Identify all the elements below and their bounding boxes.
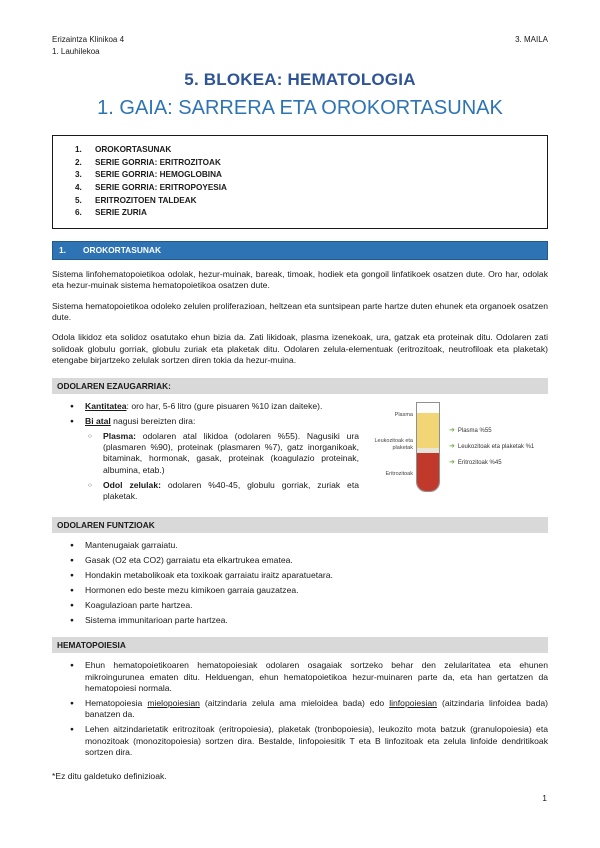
term-underlined: Bi atal [85,415,111,426]
list-item [52,540,548,551]
toc-item [75,182,537,195]
bullet-icon: ● [70,417,74,425]
annotation-row [449,427,548,434]
text-segment: (aitzindaria linfoidea bada) banatzen da. [85,697,548,720]
bullet-icon: ● [70,616,74,624]
list-item [52,401,359,412]
text-segment: odolaren %40-45, globulu gorriak, zuriak eta plaketak. [103,479,359,502]
subsection-heading-funtzioak: ODOLAREN FUNTZIOAK [52,517,548,533]
list-item-text: Lehen aitzindarietatik eritrozitoak (eritropoiesia), plaketak (tronbopoiesia), leukozito mota batzuk (granulopoiesia) eta monozitoak (monozitopoiesia) sortzen dira. Bestalde, linfopoiesitik T eta B linfozitoak eta zelula linfoide dendritikoak sortzen dira. [85,724,548,758]
list-item-text [103,480,359,503]
tube-label-buffy: Leukozitoak eta plaketak [374,438,413,451]
semester-label: 1. Lauhilekoa [52,46,100,56]
term-bold: Odol zelulak: [103,479,161,490]
toc-number: 4. [75,182,82,192]
list-item [52,724,548,758]
toc-label: SERIE GORRIA: HEMOGLOBINA [95,170,222,180]
term-underlined: mielopoiesian [147,697,200,708]
toc-box [52,135,548,229]
list-item [52,431,359,477]
tube-air-layer [417,403,439,414]
toc-item [75,144,537,157]
footnote: *Ez ditu galdetuko definizioak. [52,771,167,782]
toc-label: OROKORTASUNAK [95,145,172,155]
tube-layer-labels [363,402,416,490]
list-item-text [103,431,359,477]
circle-bullet-icon: ○ [88,481,92,489]
toc-label: SERIE GORRIA: ERITROZITOAK [95,157,221,167]
list-item-text: Mantenugaiak garraiatu. [85,540,178,551]
annotation-text: Eritrozitoak %45 [457,459,502,466]
bullet-icon: ● [70,699,74,707]
toc-number: 5. [75,195,82,205]
list-item-text [85,401,359,412]
toc-number: 1. [75,145,82,155]
list-item [52,480,359,503]
list-item [52,600,548,611]
blood-tube-figure [359,394,548,506]
paragraph: Sistema hematopoietikoa odoleko zelulen proliferazioan, heltzean eta suntsipean parte hartze duten ehunek eta organoek osatzen dute. [52,300,548,323]
term-underlined: Kantitatea [85,400,127,411]
paragraph: Odola likidoz eta solidoz osatutako ehun bizia da. Zati likidoak, plasma izenekoak, ura, gatzak eta proteinak ditu. Odolaren zati solidoak globulu gorriak, globulu zuriak eta plaketak ditu. Odolaren zelula-elementuak (eritrozitoak, neutrofiloak eta plaketak) etengabe birjartzeko zelulak sortzen diren tokia da hezur-muina. [52,332,548,366]
list-item-text: Hormonen edo beste mezu kimikoen garraia gauzatzea. [85,584,299,595]
figure-content [363,402,548,492]
list-item [52,615,548,626]
toc-label: ERITROZITOEN TALDEAK [95,195,197,205]
toc-item [75,169,537,182]
section-heading-orokortasunak [52,241,548,260]
list-item-text: Gasak (O2 eta CO2) garraiatu eta elkartrukea ematea. [85,555,293,565]
list-item-text [85,416,359,427]
subsection-heading-hematopoiesia: HEMATOPOIESIA [52,637,548,653]
term-underlined: linfopoiesian [389,697,437,708]
toc-label: SERIE GORRIA: ERITROPOYESIA [95,182,227,192]
list-item [52,585,548,596]
text-segment: (aitzindaria zelula ama mieloidea bada) edo [199,697,390,708]
tube-erythrocyte-layer [417,453,439,491]
section-title: OROKORTASUNAK [83,245,162,256]
tube-plasma-layer [417,413,439,448]
block-title: 5. BLOKEA: HEMATOLOGIA [184,70,416,90]
chapter-title: 1. GAIA: SARRERA ETA OROKORTASUNAK [97,97,503,120]
annotation-text: Leukozitoak eta plaketak %1 [457,443,535,450]
ezaugarriak-section [52,394,548,506]
figure-annotations [440,402,548,492]
toc-number: 3. [75,170,82,180]
course-name: Erizaintza Klinikoa 4 [52,35,125,44]
list-item-text: Hondakin metabolikoak eta toxikoak garraiatu iraitz aparatuetara. [85,569,333,580]
text-segment: Hematopoiesia [85,697,148,708]
list-item [52,416,359,427]
toc-number: 6. [75,208,82,218]
bullet-icon: ● [70,586,74,594]
ezaugarriak-list [52,401,359,506]
annotation-text: Plasma %55 [457,427,492,434]
subsection-heading-ezaugarriak: ODOLAREN EZAUGARRIAK: [52,378,548,394]
bullet-icon: ● [70,402,74,410]
section-number: 1. [59,245,66,256]
text-segment: nagusi bereizten dira: [110,415,196,426]
list-item [52,570,548,581]
toc-number: 2. [75,157,82,167]
funtzioak-list [52,540,548,626]
header-right: 3. MAILA [515,35,548,44]
circle-bullet-icon: ○ [88,432,92,440]
tube-label-plasma: Plasma [394,411,413,418]
arrow-icon: ➔ [449,427,455,435]
list-item [52,555,548,566]
hematopoiesia-list [52,660,548,758]
toc-label: SERIE ZURIA [95,208,147,218]
header-left [52,34,124,57]
list-item-text: Ehun hematopoietikoaren hematopoiesiak odolaren osagaiak sortzeko behar den zelularitatea eta ehunen mikroingurunea ematen ditu. Helduengan, ehun hematopoietikoa hezur-muinaren parte da, eta han gertatzen da hematopoiesi normala. [85,660,548,693]
text-segment: odolaren atal likidoa (odolaren %55). Nagusiki ura (plasmaren %90), proteinak (plasmaren %7), gatz inorganikoak, bitaminak, hormonak, gasak, proteinak (koagulazio proteinak, albumina, etab.) [103,430,359,475]
bullet-icon: ● [70,542,74,550]
tube-label-rbc: Eritrozitoak [385,471,413,478]
toc-item [75,195,537,208]
text-segment: : oro har, 5-6 litro (gure pisuaren %10 izan daiteke). [126,400,323,411]
bullet-icon: ● [70,571,74,579]
list-item [52,660,548,694]
bullet-icon: ● [70,601,74,609]
bullet-icon: ● [70,726,74,734]
paragraph: Sistema linfohematopoietikoa odolak, hezur-muinak, bareak, timoak, hodiek eta gongoil linfatikoek osatzen dute. Oro har, odolak eta hezur-muinak sistema hematopoietikoa osatzen dute. [52,268,548,291]
list-item-text: Sistema immunitarioan parte hartzea. [85,614,228,625]
list-item [52,698,548,721]
arrow-icon: ➔ [449,443,455,451]
list-item-text: Koagulazioan parte hartzea. [85,599,193,610]
page-number: 1 [542,793,547,803]
annotation-row [449,459,548,466]
term-bold: Plasma: [103,430,136,441]
annotation-row [449,443,548,450]
page-header [52,34,548,57]
arrow-icon: ➔ [449,459,455,467]
toc-item [75,207,537,220]
toc-item [75,157,537,170]
list-item-text [85,698,548,721]
bullet-icon: ● [70,662,74,670]
test-tube-illustration [416,402,440,492]
bullet-icon: ● [70,557,74,564]
